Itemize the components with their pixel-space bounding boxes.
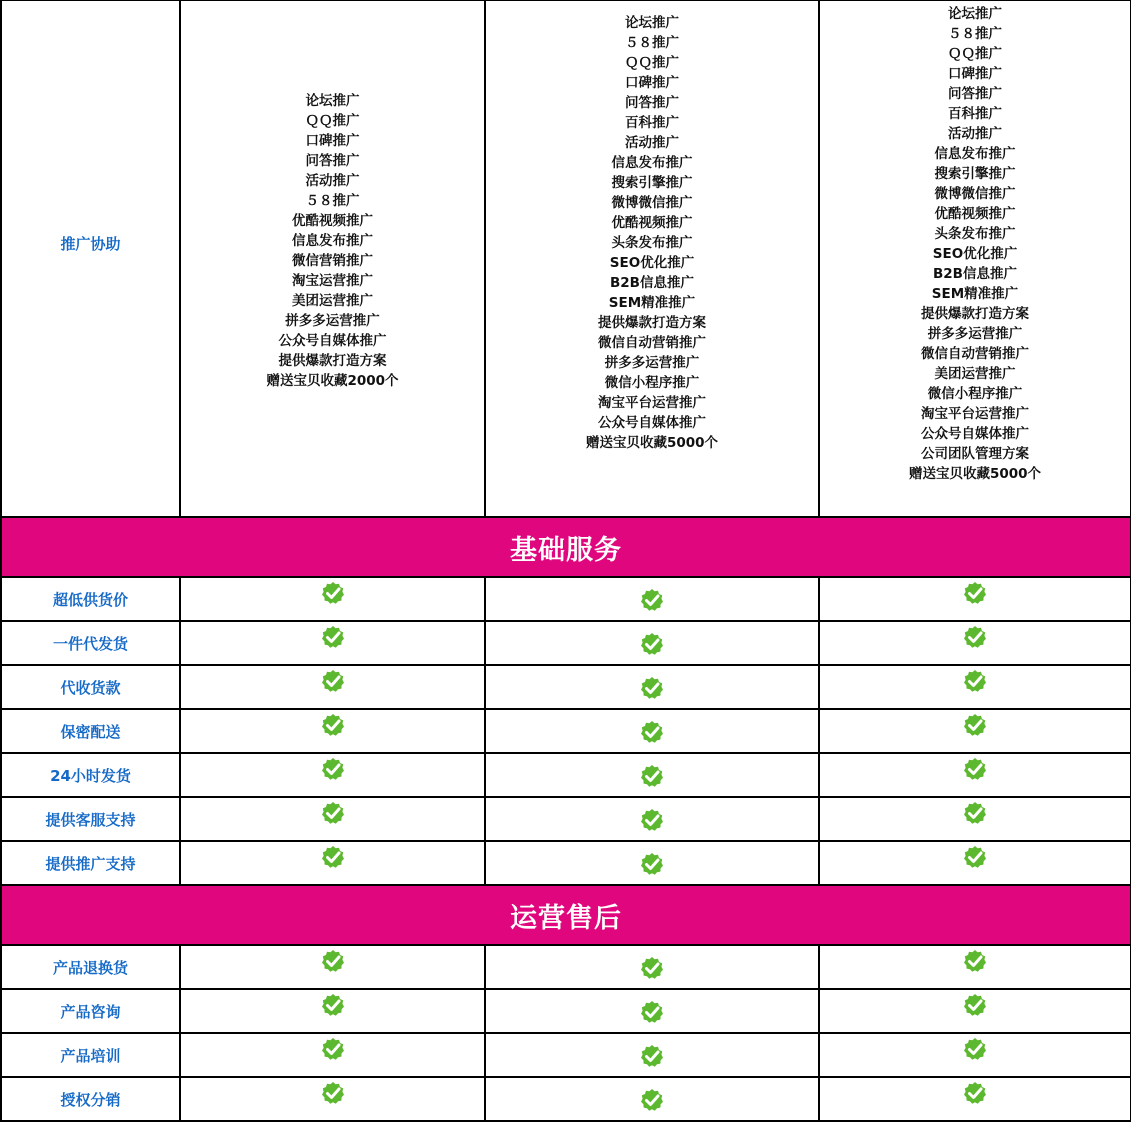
promo-item: 淘宝运营推广 [292,273,373,289]
feature-label: 授权分销 [60,1090,121,1109]
feature-check-cell [180,989,485,1033]
feature-check-cell [819,1033,1131,1077]
feature-row [1,841,1131,885]
feature-row [1,621,1131,665]
check-icon [640,1088,664,1116]
promo-item: 淘宝平台运营推广 [598,395,706,411]
check-icon [640,676,664,704]
promo-item: SEM精准推广 [931,286,1019,302]
check-icon [321,713,345,741]
feature-row [1,709,1131,753]
feature-check-cell [180,1033,485,1077]
promo-item: 微信自动营销推广 [921,346,1029,362]
check-icon [321,581,345,609]
check-icon [640,1044,664,1072]
promo-item: 微博微信推广 [934,186,1016,202]
promo-item: 微信小程序推广 [604,375,700,391]
section-header-row [1,885,1131,945]
check-icon [640,808,664,836]
promo-item: ＱＱ推广 [625,55,679,71]
promo-item: 论坛推广 [305,93,360,109]
feature-label-cell [1,709,180,753]
check-icon [640,720,664,748]
feature-check-cell [819,989,1131,1033]
promo-item: 问答推广 [948,86,1002,102]
promo-item: 信息发布推广 [611,155,693,171]
feature-check-cell [180,709,485,753]
promo-item: ５８推广 [305,193,360,209]
promo-item: 公司团队管理方案 [921,446,1029,462]
feature-label: 提供客服支持 [45,810,136,829]
feature-row [1,1077,1131,1121]
check-icon [640,588,664,616]
check-icon [963,801,987,829]
feature-label: 保密配送 [60,722,121,741]
promo-item: 论坛推广 [948,6,1002,22]
promo-item: 提供爆款打造方案 [598,315,706,331]
section-header-row [1,517,1131,577]
check-icon [321,993,345,1021]
check-icon [963,713,987,741]
promo-item: 美团运营推广 [292,293,373,309]
check-icon [321,845,345,873]
promo-item: 提供爆款打造方案 [278,353,387,369]
feature-label-cell [1,989,180,1033]
promo-row [1,0,1131,517]
check-icon [321,625,345,653]
check-icon [640,1000,664,1028]
promo-item: 公众号自媒体推广 [598,415,706,431]
promo-item: B2B信息推广 [610,275,694,291]
feature-label: 产品咨询 [60,1002,121,1021]
feature-check-cell [180,665,485,709]
promo-item: 口碑推广 [305,133,360,149]
feature-check-cell [485,753,819,797]
promo-label-cell [1,0,180,517]
feature-row [1,753,1131,797]
check-icon [963,1081,987,1109]
promo-item: ＱＱ推广 [948,46,1002,62]
feature-check-cell [485,797,819,841]
promo-item: 公众号自媒体推广 [278,333,387,349]
feature-check-cell [180,753,485,797]
promo-item: 赠送宝贝收藏5000个 [908,466,1042,482]
promo-item: 搜索引擎推广 [611,175,693,191]
promo-item: 信息发布推广 [934,146,1016,162]
feature-check-cell [485,621,819,665]
feature-label: 产品退换货 [52,958,128,977]
promo-item: 搜索引擎推广 [934,166,1016,182]
promo-item: 活动推广 [625,135,679,151]
promo-item: ５８推广 [948,26,1002,42]
promo-item: 拼多多运营推广 [604,355,700,371]
feature-label-cell [1,841,180,885]
promo-item: 美团运营推广 [934,366,1016,382]
promo-item: 淘宝平台运营推广 [921,406,1029,422]
feature-label: 产品培训 [60,1046,121,1065]
promo-label: 推广协助 [60,235,121,253]
promo-item: 头条发布推广 [611,235,693,251]
feature-label-cell [1,665,180,709]
promo-item: B2B信息推广 [933,266,1017,282]
feature-check-cell [180,945,485,989]
feature-label: 超低供货价 [52,590,128,609]
feature-check-cell [485,1077,819,1121]
section-title: 运营售后 [1,885,1131,945]
feature-label-cell [1,945,180,989]
check-icon [963,669,987,697]
feature-check-cell [819,753,1131,797]
promo-item: ５８推广 [625,35,679,51]
feature-check-cell [485,945,819,989]
promo-item: 活动推广 [948,126,1002,142]
promo-item: ＱＱ推广 [305,113,360,129]
promo-item: 活动推广 [305,173,360,189]
feature-check-cell [819,709,1131,753]
feature-check-cell [819,797,1131,841]
feature-check-cell [819,945,1131,989]
check-icon [963,757,987,785]
promo-item: SEO优化推广 [932,246,1018,262]
feature-label: 提供推广支持 [45,854,136,873]
feature-check-cell [819,665,1131,709]
feature-check-cell [485,989,819,1033]
feature-check-cell [180,797,485,841]
check-icon [321,1081,345,1109]
promo-item: SEM精准推广 [608,295,696,311]
promo-item: 优酷视频推广 [611,215,693,231]
feature-label-cell [1,577,180,621]
feature-label: 代收货款 [60,678,121,697]
promo-list-premium [819,0,1131,517]
feature-row [1,665,1131,709]
check-icon [321,1037,345,1065]
feature-check-cell [819,577,1131,621]
promo-item: 信息发布推广 [292,233,373,249]
feature-label-cell [1,797,180,841]
feature-check-cell [180,841,485,885]
feature-check-cell [180,1077,485,1121]
feature-label-cell [1,1077,180,1121]
check-icon [963,993,987,1021]
feature-row [1,989,1131,1033]
promo-item: 口碑推广 [625,75,679,91]
check-icon [321,949,345,977]
promo-item: 微信营销推广 [292,253,373,269]
feature-check-cell [819,1077,1131,1121]
section-title: 基础服务 [1,517,1131,577]
feature-check-cell [485,577,819,621]
feature-label-cell [1,753,180,797]
check-icon [321,757,345,785]
feature-check-cell [485,665,819,709]
promo-item: 微信小程序推广 [927,386,1023,402]
feature-label-cell [1,621,180,665]
promo-item: 优酷视频推广 [292,213,373,229]
promo-item: 口碑推广 [948,66,1002,82]
promo-item: 百科推广 [625,115,679,131]
promo-item: 百科推广 [948,106,1002,122]
feature-check-cell [485,1033,819,1077]
promo-item: 赠送宝贝收藏2000个 [266,373,399,389]
feature-check-cell [485,841,819,885]
promo-item: 头条发布推广 [934,226,1016,242]
check-icon [321,801,345,829]
promo-item: SEO优化推广 [609,255,695,271]
feature-label: 一件代发货 [52,634,128,653]
promo-item: 问答推广 [305,153,360,169]
promo-item: 微博微信推广 [611,195,693,211]
feature-label: 24小时发货 [50,766,131,785]
promo-item: 微信自动营销推广 [598,335,706,351]
promo-item: 拼多多运营推广 [285,313,380,329]
feature-check-cell [180,621,485,665]
promo-item: 提供爆款打造方案 [921,306,1029,322]
feature-check-cell [485,709,819,753]
feature-check-cell [819,841,1131,885]
feature-check-cell [180,577,485,621]
promo-item: 优酷视频推广 [934,206,1016,222]
promo-item: 拼多多运营推广 [927,326,1023,342]
check-icon [963,949,987,977]
promo-list-standard [485,0,819,517]
promo-item: 论坛推广 [625,15,679,31]
feature-row [1,945,1131,989]
feature-row [1,1033,1131,1077]
promo-item: 赠送宝贝收藏5000个 [585,435,719,451]
check-icon [640,956,664,984]
promo-item: 问答推广 [625,95,679,111]
check-icon [640,764,664,792]
check-icon [963,581,987,609]
check-icon [963,625,987,653]
feature-row [1,797,1131,841]
check-icon [963,845,987,873]
check-icon [640,852,664,880]
check-icon [640,632,664,660]
feature-row [1,577,1131,621]
feature-check-cell [819,621,1131,665]
promo-list-basic [180,0,485,517]
check-icon [321,669,345,697]
feature-label-cell [1,1033,180,1077]
check-icon [963,1037,987,1065]
promo-item: 公众号自媒体推广 [921,426,1029,442]
